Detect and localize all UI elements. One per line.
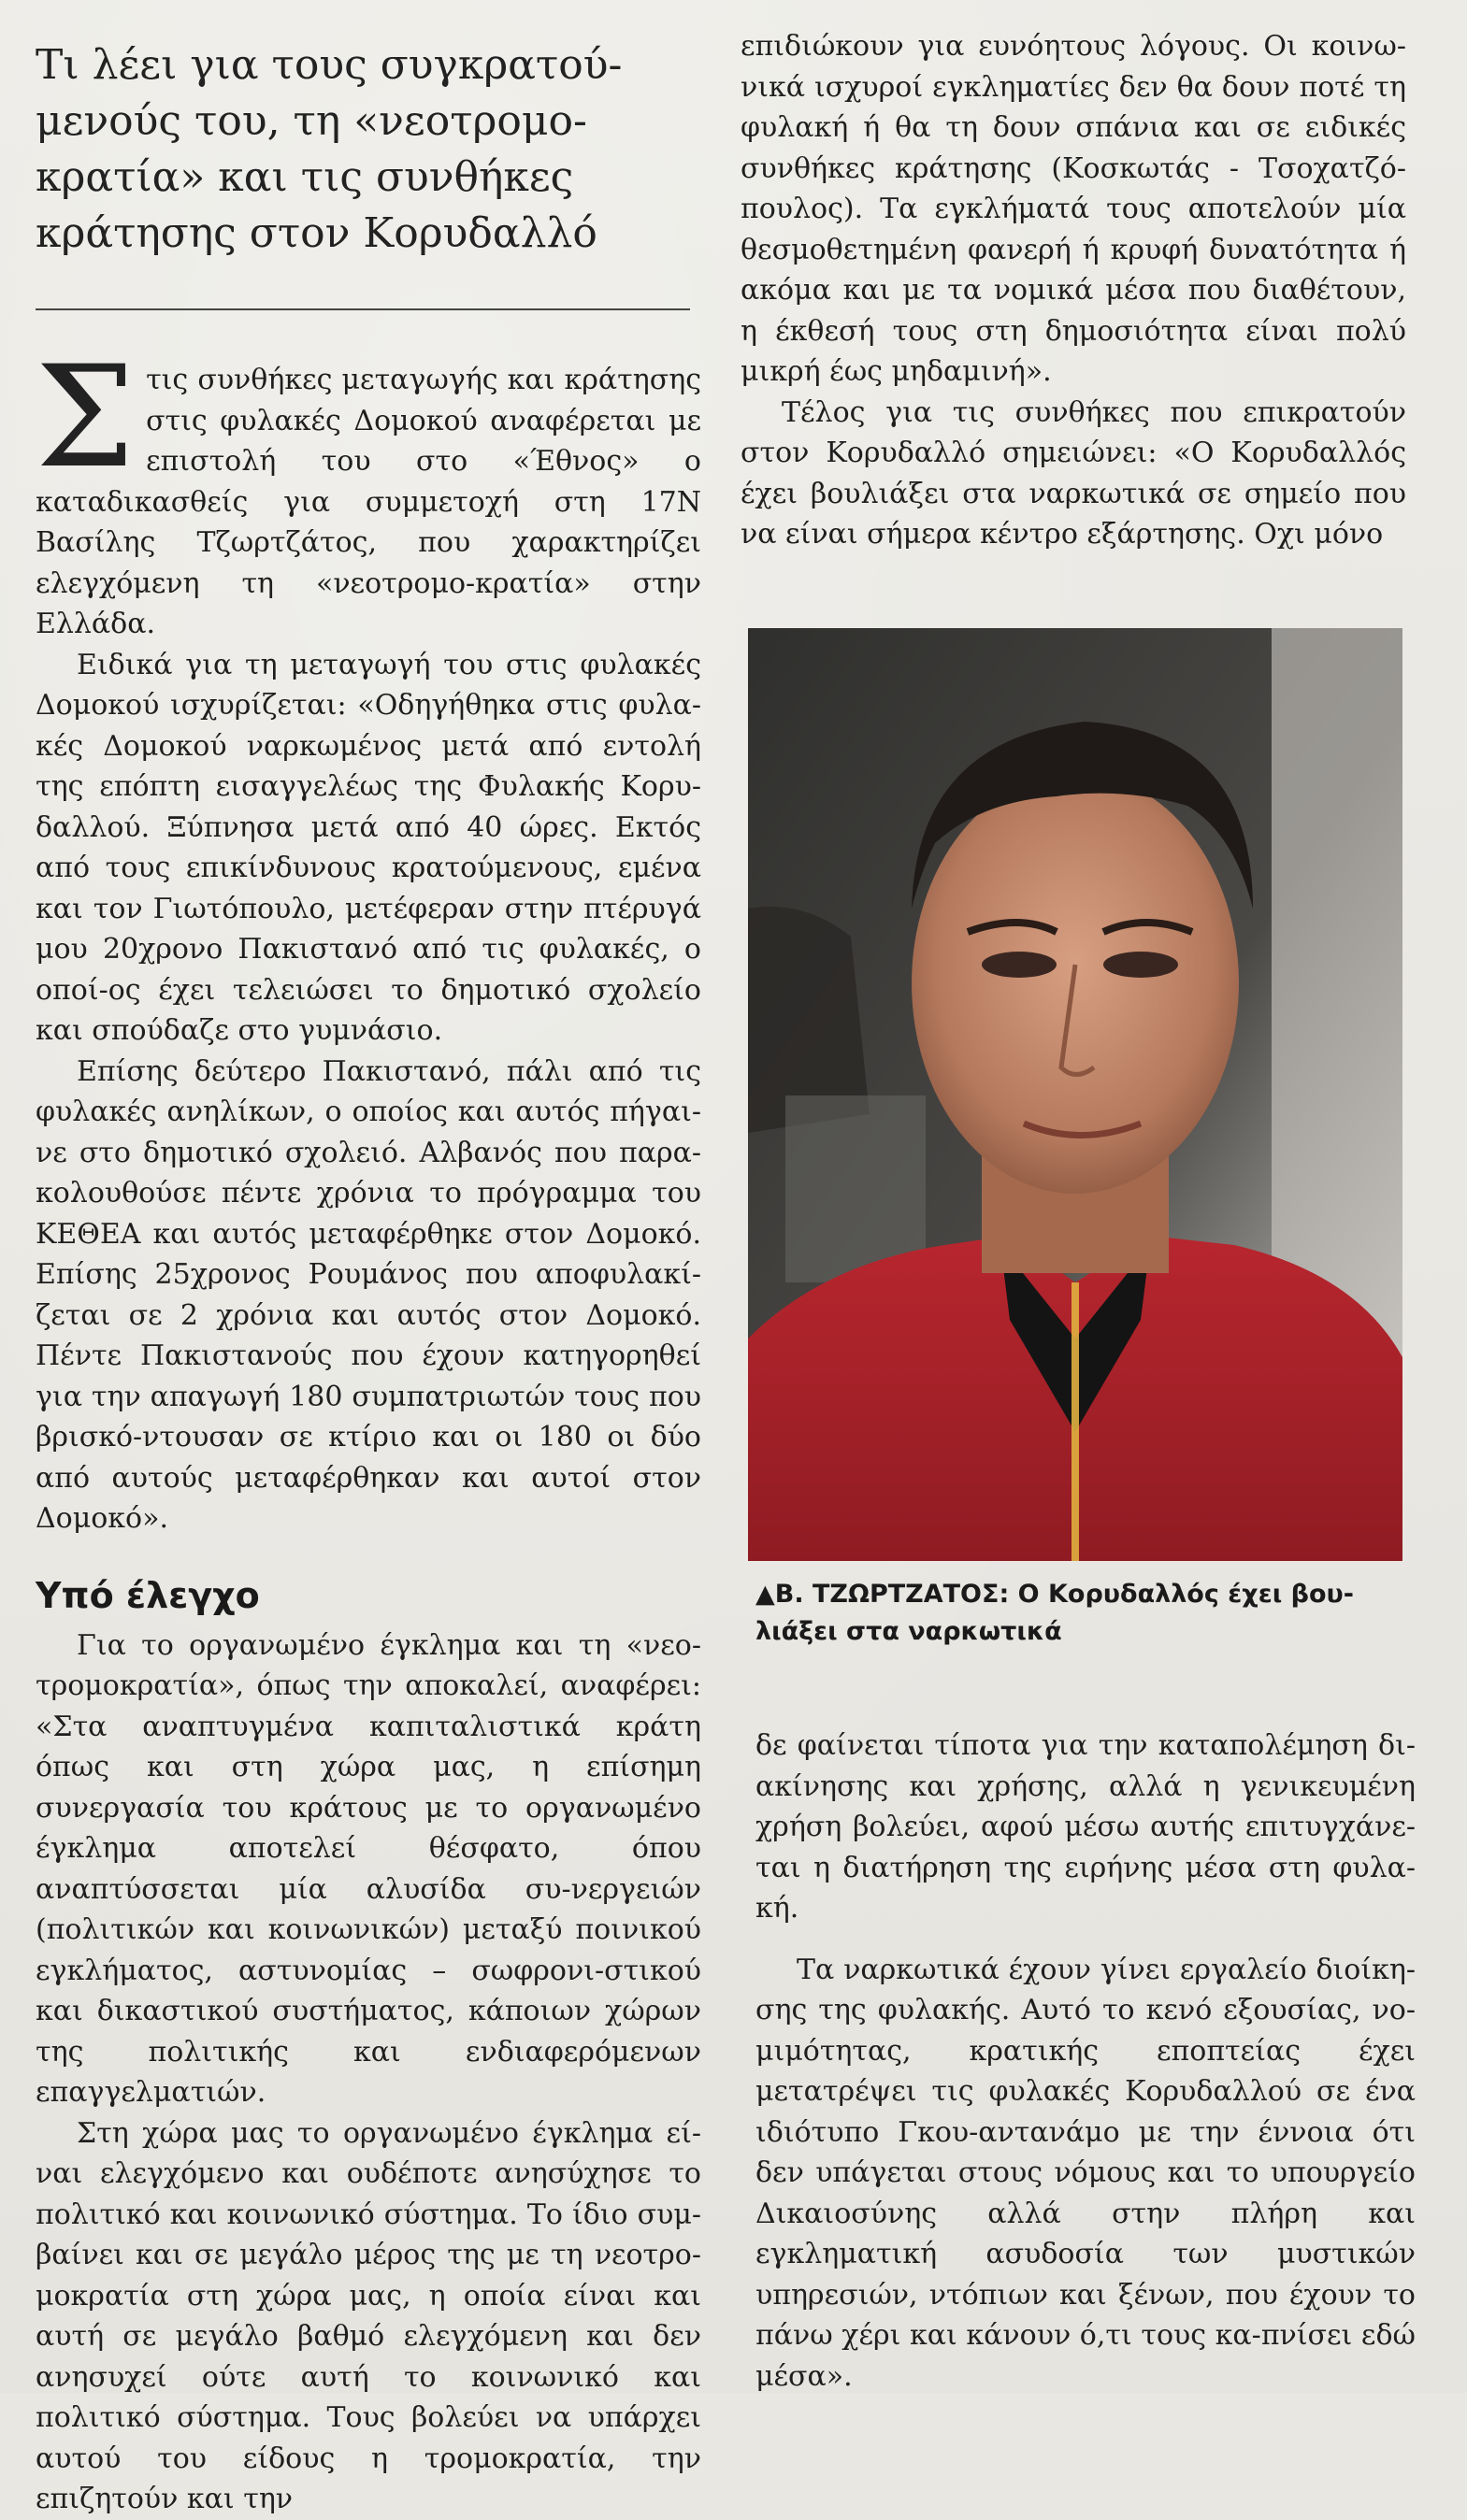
intro-text: τις συνθήκες μεταγωγής και κράτησης στις φυλακές Δομοκού αναφέρεται με επιστολή του στο «Έθνος» ο καταδικασθείς για συμμετοχή στη 17Ν Βασίλης Τζωρτζάτος, που χαρακτηρίζει ελεγχόμενη τη «νεοτρομο-κρατία» στην Ελλάδα. [36, 364, 701, 640]
paragraph-neoterrorism: Στη χώρα μας το οργανωμένο έγκλημα εί-ναι ελεγχόμενο και ουδέποτε ανησύχησε το πολιτικό και κοινωνικό σύστημα. Το ίδιο συμ-βαίνει και σε μεγάλο μέρος της με τη νεοτρο-μοκρατία στη χώρα μας, η οποία είναι και αυτή σε μεγάλο βαθμό ελεγχόμενη και δεν ανησυχεί ούτε αυτή το κοινωνικό και πολιτικό σύστημα. Τους βολεύει να υπάρχει αυτού του είδους η τρομοκρατία, την επιζητούν και την [36, 2116, 701, 2515]
intro-paragraph [36, 336, 701, 645]
paragraph-continuation: επιδιώκουν για ευνόητους λόγους. Οι κοινω-νικά ισχυροί εγκληματίες δεν θα δουν ποτέ τη φυλακή ή θα τη δουν σπάνια και σε ειδικές συνθήκες κράτησης (Κοσκωτάς - Τσοχατζό-πουλος). Τα εγκλήματά τους αποτελούν μία θεσμοθετημένη φανερή ή κρυφή δυνατότητα ή ακόμα και με τα νομικά μέσα που διαθέτουν, η έκθεσή τους στη δημοσιότητα είναι πολύ μικρή έως μηδαμινή». [741, 30, 1406, 388]
subhead: Υπό έλεγχο [36, 1574, 260, 1616]
right-column-bottom [755, 1725, 1416, 2397]
paragraph-korydallos: Τέλος για τις συνθήκες που επικρατούν στον Κορυδαλλό σημειώνει: «Ο Κορυδαλλός έχει βουλιάξει στα ναρκωτικά σε σημείο που να είναι σήμερα κέντρο εξάρτησης. Οχι μόνο [741, 395, 1406, 551]
headline: Τι λέει για τους συγκρατού-μενούς του, τη «νεοτρομο-κρατία» και τις συνθήκες κράτησης στον Κορυδαλλό [36, 41, 623, 257]
portrait-photo [748, 628, 1402, 1561]
headline-rule [36, 308, 690, 310]
paragraph-guantanamo: Τα ναρκωτικά έχουν γίνει εργαλείο διοίκη-σης της φυλακής. Αυτό το κενό εξουσίας, νο-μιμότητας, κρατικής εποπτείας έχει μετατρέψει τις φυλακές Κορυδαλλού σε ένα ιδιότυπο Γκου-αντανάμο με την έννοια ότι δεν υπάγεται στους νόμους και το υπουργείο Δικαιοσύνης αλλά στην πλήρη και εγκληματική ασυδοσία των μυστικών υπηρεσιών, ντόπιων και ξένων, που έχουν το πάνω χέρι και κάνουν ό,τι τους κα-πνίσει εδώ μέσα». [755, 1953, 1416, 2393]
paragraph-inmates: Επίσης δεύτερο Πακιστανό, πάλι από τις φυλακές ανηλίκων, ο οποίος και αυτός πήγαι-νε στο δημοτικό σχολειό. Αλβανός που παρα-κολουθούσε πέντε χρόνια το πρόγραμμα του ΚΕΘΕΑ και αυτός μεταφέρθηκε στον Δομοκό. Επίσης 25χρονος Ρουμάνος που αποφυλακί-ζεται σε 2 χρόνια και αυτός στον Δομοκό. Πέντε Πακιστανούς που έχουν κατηγορηθεί για την απαγωγή 180 συμπατριωτών τους που βρισκό-ντουσαν σε κτίριο και οι 180 οι δύο από αυτούς μεταφέρθηκαν και αυτοί στον Δομοκό». [36, 1054, 701, 1535]
paragraph-drugs-usage: δε φαίνεται τίποτα για την καταπολέμηση δι-ακίνησης και χρήσης, αλλά η γενικευμένη χρήση βολεύει, αφού μέσω αυτής επιτυγχάνε-ται η διατήρηση της ειρήνης μέσα στη φυλα-κή. [755, 1729, 1416, 1925]
paragraph-organized-crime: Για το οργανωμένο έγκλημα και τη «νεο-τρομοκρατία», όπως την αποκαλεί, αναφέρει: «Στα αναπτυγμένα καπιταλιστικά κράτη όπως και στη χώρα μας, η επίσημη συνεργασία του κράτους με το οργανωμένο έγκλημα αποτελεί θέσφατο, όπου αναπτύσσεται μία αλυσίδα συ-νεργειών (πολιτικών και κοινωνικών) μεταξύ ποινικού εγκλήματος, αστυνομίας – σωφρονι-στικού και δικαστικού συστήματος, κάποιων χώρων της πολιτικής και ενδιαφερόμενων επαγγελματιών. [36, 1628, 701, 2109]
portrait-image [748, 628, 1402, 1561]
paragraph-transfer: Ειδικά για τη μεταγωγή του στις φυλακές Δομοκού ισχυρίζεται: «Οδηγήθηκα στις φυλα-κές Δομοκού ναρκωμένος μετά από εντολή της επόπτη εισαγγελέως της Φυλακής Κορυ-δαλλού. Ξύπνησα μετά από 40 ώρες. Εκτός από τους επικίνδυνους κρατούμενους, εμένα και τον Γιωτόπουλο, μετέφεραν στην πτέρυγά μου 20χρονο Πακιστανό από τις φυλακές, ο οποί-ος έχει τελειώσει το δημοτικό σχολείο και σπούδαζε στο γυμνάσιο. [36, 648, 701, 1047]
photo-caption: ▲Β. ΤΖΩΡΤΖΑΤΟΣ: Ο Κορυδαλλός έχει βου-λιάξει στα ναρκωτικά [755, 1580, 1354, 1646]
drop-cap: Σ [36, 336, 136, 499]
right-column-top [741, 26, 1406, 555]
left-column [36, 336, 701, 2520]
